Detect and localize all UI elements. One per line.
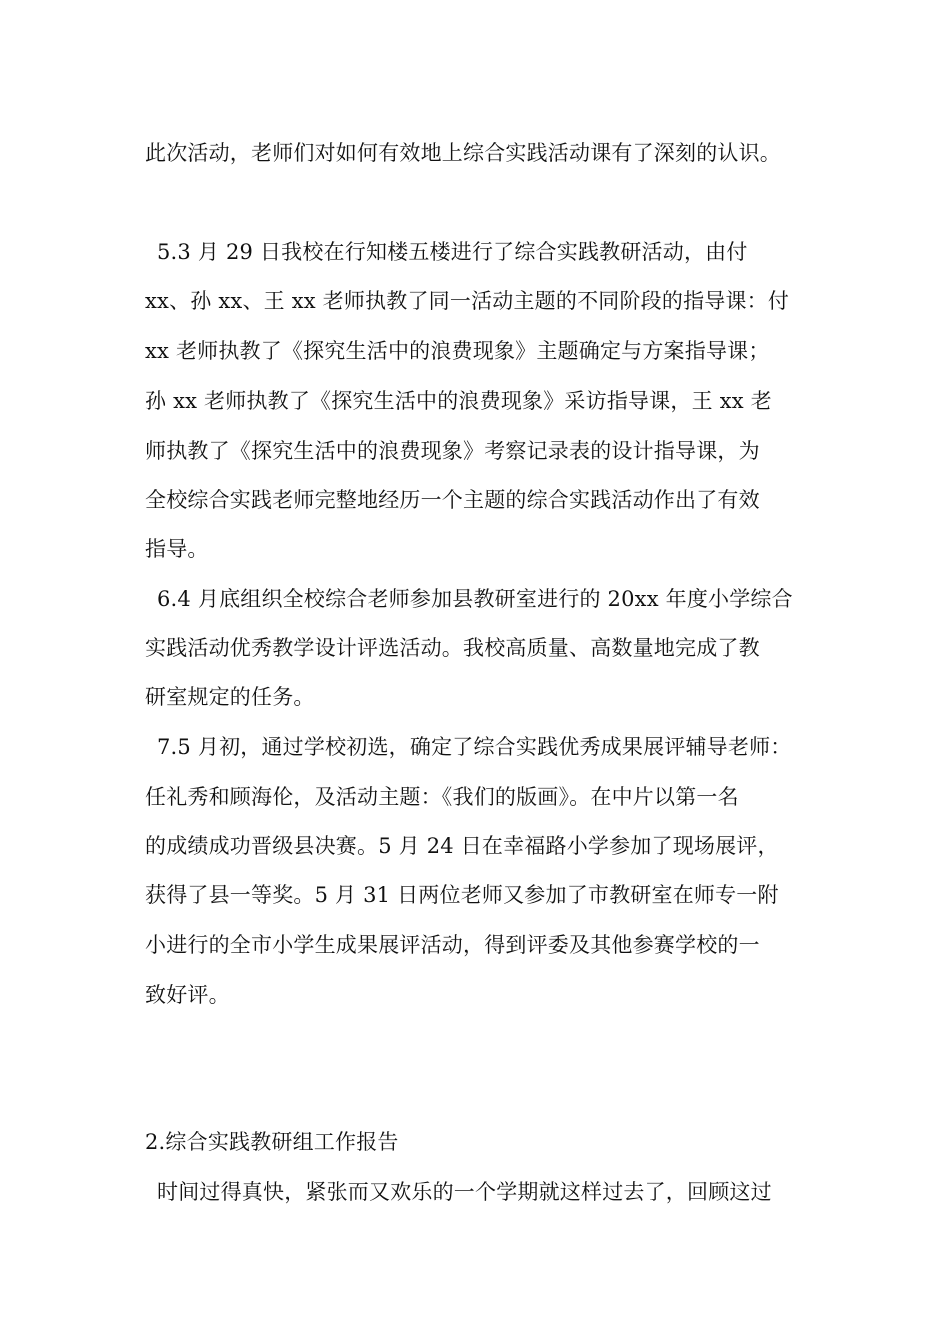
item-5-line-4: 孙 xx 老师执教了《探究生活中的浪费现象》采访指导课，王 xx 老 [145, 389, 772, 413]
item-5-line-2: xx、孙 xx、王 xx 老师执教了同一活动主题的不同阶段的指导课：付 [145, 289, 790, 313]
item-5-line-5: 师执教了《探究生活中的浪费现象》考察记录表的设计指导课，为 [145, 439, 760, 463]
item-7-line-4: 获得了县一等奖。5 月 31 日两位老师又参加了市教研室在师专一附 [145, 883, 779, 907]
item-7-line-5: 小进行的全市小学生成果展评活动，得到评委及其他参赛学校的一 [145, 933, 760, 957]
section-2-line-1: 时间过得真快，紧张而又欢乐的一个学期就这样过去了，回顾这过 [157, 1180, 772, 1204]
item-6-line-1: 6.4 月底组织全校综合老师参加县教研室进行的 20xx 年度小学综合 [157, 587, 793, 611]
paragraph-line: 此次活动，老师们对如何有效地上综合实践活动课有了深刻的认识。 [145, 141, 781, 165]
section-2-heading: 2.综合实践教研组工作报告 [145, 1130, 399, 1154]
item-7-line-1: 7.5 月初，通过学校初选，确定了综合实践优秀成果展评辅导老师： [157, 735, 792, 759]
item-5-line-1: 5.3 月 29 日我校在行知楼五楼进行了综合实践教研活动，由付 [157, 240, 748, 264]
item-5-line-7: 指导。 [145, 537, 209, 561]
item-7-line-2: 任礼秀和顾海伦，及活动主题：《我们的版画》。在中片以第一名 [145, 785, 739, 809]
item-5-line-3: xx 老师执教了《探究生活中的浪费现象》主题确定与方案指导课； [145, 339, 770, 363]
item-6-line-2: 实践活动优秀教学设计评选活动。我校高质量、高数量地完成了教 [145, 636, 760, 660]
item-7-line-3: 的成绩成功晋级县决赛。5 月 24 日在幸福路小学参加了现场展评， [145, 834, 779, 858]
item-7-line-6: 致好评。 [145, 983, 230, 1007]
item-6-line-3: 研室规定的任务。 [145, 685, 315, 709]
item-5-line-6: 全校综合实践老师完整地经历一个主题的综合实践活动作出了有效 [145, 488, 760, 512]
